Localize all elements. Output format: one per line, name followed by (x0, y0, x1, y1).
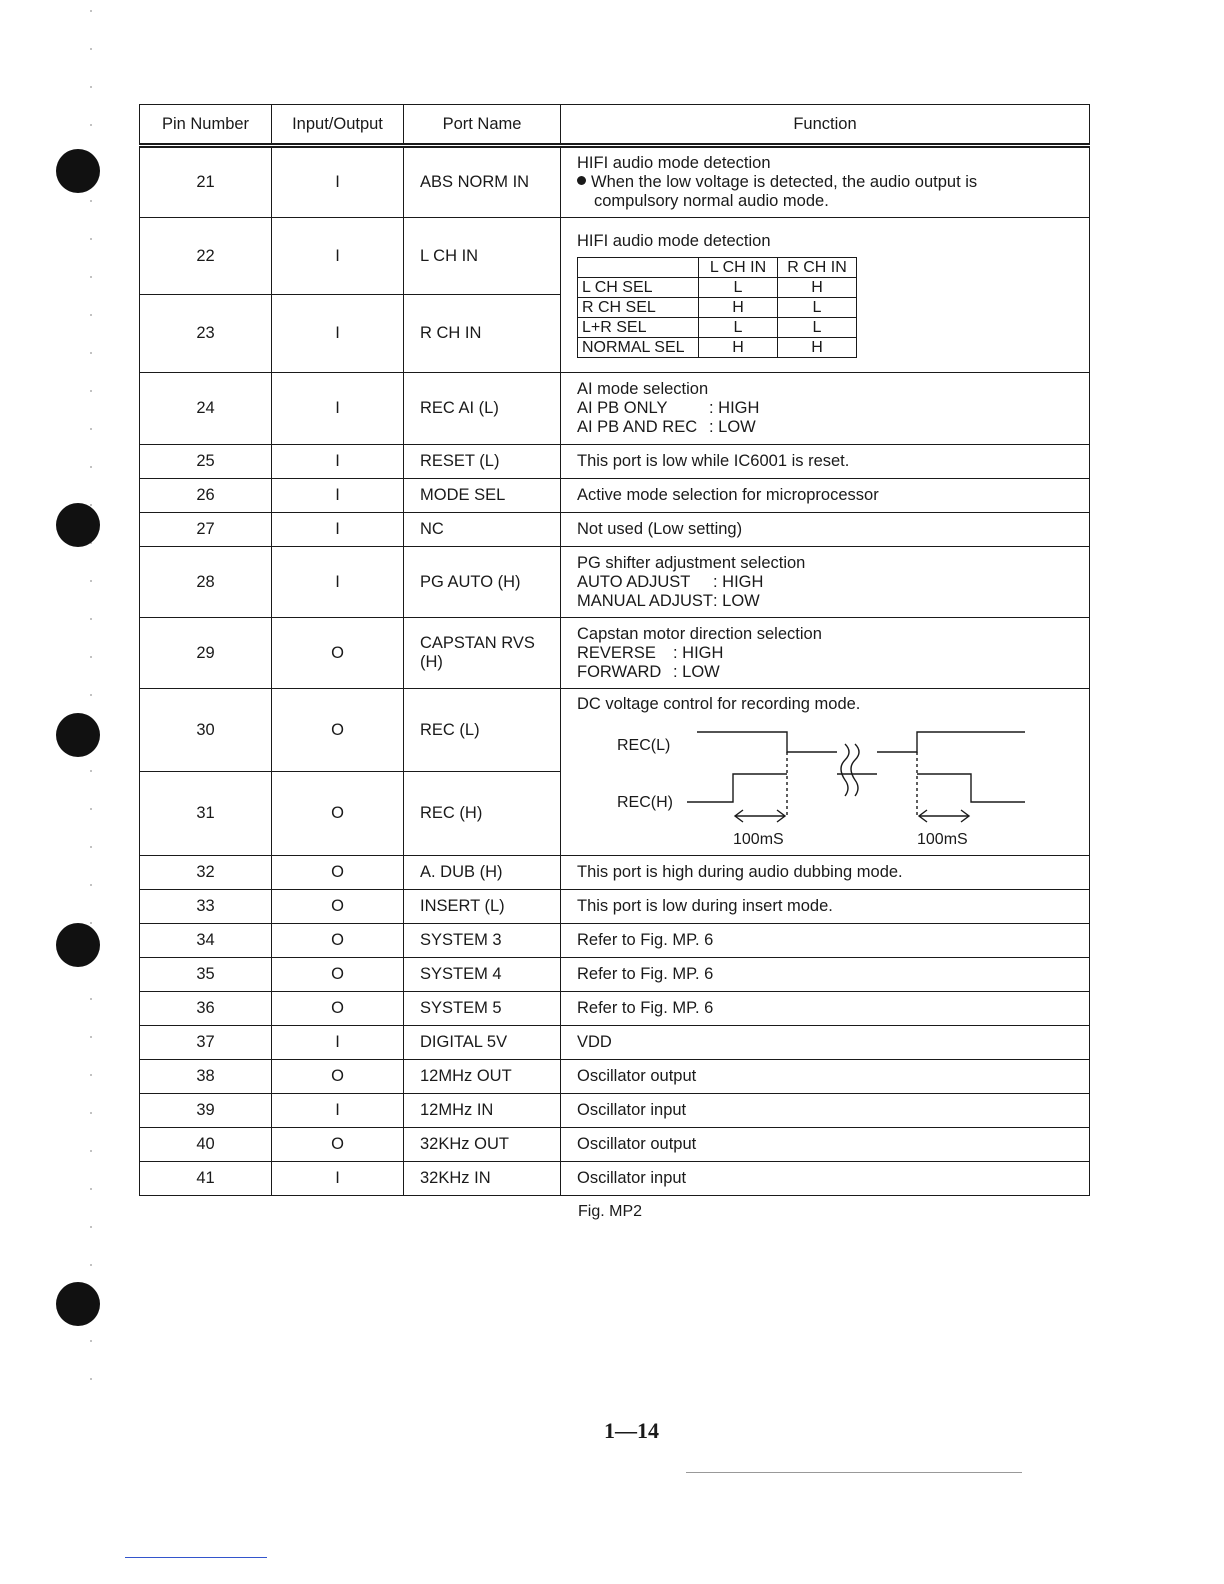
rec-timing-diagram (577, 714, 1089, 854)
port-name-line: CAPSTAN RVS (420, 634, 535, 652)
pin-number: 23 (140, 295, 272, 373)
option-line (577, 418, 1089, 437)
io-type: I (272, 445, 404, 479)
port-name: 12MHz IN (404, 1094, 561, 1128)
io-type: O (272, 772, 404, 856)
function-text: Oscillator output (561, 1060, 1090, 1094)
function-text: Refer to Fig. MP. 6 (561, 924, 1090, 958)
pin-function-table (139, 104, 1090, 1196)
pin-number: 40 (140, 1128, 272, 1162)
delay-label: 100mS (917, 831, 968, 848)
punch-hole (56, 923, 100, 967)
pin-number: 26 (140, 479, 272, 513)
pin-number: 36 (140, 992, 272, 1026)
table-row (140, 1162, 1090, 1196)
option-key: REVERSE (577, 643, 656, 662)
io-type: I (272, 1162, 404, 1196)
pin-number: 37 (140, 1026, 272, 1060)
mini-value: H (699, 298, 778, 318)
mini-label: L+R SEL (578, 318, 699, 338)
port-name: REC (H) (404, 772, 561, 856)
port-name: R CH IN (404, 295, 561, 373)
io-type: I (272, 479, 404, 513)
io-type: O (272, 890, 404, 924)
option-line (577, 663, 1089, 682)
rec-l-waveform-end (877, 732, 1025, 752)
function-title: DC voltage control for recording mode. (577, 695, 861, 713)
table-row (140, 1060, 1090, 1094)
io-type: I (272, 295, 404, 373)
header-input-output: Input/Output (272, 105, 404, 146)
pin-number: 31 (140, 772, 272, 856)
port-name: DIGITAL 5V (404, 1026, 561, 1060)
mini-header-row (578, 258, 857, 278)
port-name: PG AUTO (H) (404, 547, 561, 618)
mini-row (578, 278, 857, 298)
io-type: I (272, 547, 404, 618)
function-text: Active mode selection for microprocessor (561, 479, 1090, 513)
option-value: : LOW (709, 418, 756, 436)
pin-number: 30 (140, 689, 272, 772)
function-text: This port is low while IC6001 is reset. (561, 445, 1090, 479)
scan-line (125, 1557, 267, 1558)
mini-row (578, 298, 857, 318)
function-cell (561, 146, 1090, 218)
binding-dots (90, 10, 92, 1400)
function-cell (561, 689, 1090, 856)
function-text: This port is high during audio dubbing mode. (561, 856, 1090, 890)
pin-number: 33 (140, 890, 272, 924)
bullet-icon (577, 176, 586, 185)
option-value: : HIGH (713, 572, 764, 591)
function-cell (561, 618, 1090, 689)
header-function: Function (561, 105, 1090, 146)
rec-h-waveform-start (687, 774, 787, 802)
pin-number: 25 (140, 445, 272, 479)
option-line (577, 573, 1089, 592)
table-row (140, 146, 1090, 218)
mini-value: L (699, 278, 778, 298)
option-key: MANUAL ADJUST (577, 591, 713, 610)
port-name: 32KHz OUT (404, 1128, 561, 1162)
table-row (140, 689, 1090, 772)
io-type: O (272, 992, 404, 1026)
pin-number: 28 (140, 547, 272, 618)
io-type: I (272, 513, 404, 547)
table-row (140, 373, 1090, 445)
function-text: Not used (Low setting) (561, 513, 1090, 547)
function-cell (561, 547, 1090, 618)
rec-l-waveform-start (697, 732, 837, 752)
option-value: : HIGH (673, 643, 724, 662)
function-title: PG shifter adjustment selection (577, 553, 806, 572)
function-cell (561, 373, 1090, 445)
mini-value: H (778, 278, 857, 298)
pin-number: 29 (140, 618, 272, 689)
mini-col-lch: L CH IN (699, 258, 778, 278)
punch-hole (56, 713, 100, 757)
io-type: O (272, 618, 404, 689)
pin-number: 22 (140, 218, 272, 295)
port-name: MODE SEL (404, 479, 561, 513)
port-name: 32KHz IN (404, 1162, 561, 1196)
hifi-mode-table (577, 257, 857, 358)
timing-waveform (577, 714, 1089, 854)
break-mark (851, 744, 859, 796)
table-row (140, 618, 1090, 689)
port-name: SYSTEM 3 (404, 924, 561, 958)
table-row (140, 890, 1090, 924)
port-name (404, 618, 561, 689)
io-type: O (272, 924, 404, 958)
break-mark (841, 744, 849, 796)
io-type: I (272, 1094, 404, 1128)
option-line (577, 399, 1089, 418)
table-row (140, 856, 1090, 890)
mini-label: R CH SEL (578, 298, 699, 318)
table-row (140, 1026, 1090, 1060)
mini-value: L (778, 318, 857, 338)
option-key: AI PB ONLY (577, 399, 668, 417)
pin-number: 24 (140, 373, 272, 445)
option-value: : HIGH (709, 399, 760, 417)
delay-label: 100mS (733, 831, 784, 848)
mini-value: H (778, 338, 857, 358)
function-text: Refer to Fig. MP. 6 (561, 992, 1090, 1026)
table-row (140, 924, 1090, 958)
port-name: A. DUB (H) (404, 856, 561, 890)
punch-hole (56, 503, 100, 547)
io-type: O (272, 1128, 404, 1162)
table-row (140, 992, 1090, 1026)
punch-hole (56, 149, 100, 193)
function-text: When the low voltage is detected, the audio output is (591, 173, 978, 191)
function-text: Oscillator output (561, 1128, 1090, 1162)
io-type: I (272, 146, 404, 218)
pin-number: 21 (140, 146, 272, 218)
mini-value: H (699, 338, 778, 358)
mini-value: L (778, 298, 857, 318)
figure-caption: Fig. MP2 (578, 1203, 643, 1220)
table-row (140, 479, 1090, 513)
rec-h-waveform-end (917, 774, 1025, 802)
function-text: Oscillator input (561, 1162, 1090, 1196)
table-row (140, 1094, 1090, 1128)
port-name: RESET (L) (404, 445, 561, 479)
function-text: compulsory normal audio mode. (594, 192, 829, 210)
port-name: REC (L) (404, 689, 561, 772)
table-row (140, 958, 1090, 992)
option-key: FORWARD (577, 662, 662, 681)
rec-l-label: REC(L) (617, 737, 671, 754)
io-type: I (272, 1026, 404, 1060)
option-key: AI PB AND REC (577, 418, 698, 436)
mini-label: L CH SEL (578, 278, 699, 298)
table-row (140, 218, 1090, 295)
function-title: Capstan motor direction selection (577, 624, 822, 643)
function-text: This port is low during insert mode. (561, 890, 1090, 924)
function-cell (561, 218, 1090, 373)
header-pin-number: Pin Number (140, 105, 272, 146)
table-row (140, 547, 1090, 618)
function-title: HIFI audio mode detection (577, 154, 771, 172)
mini-col-rch: R CH IN (778, 258, 857, 278)
io-type: O (272, 958, 404, 992)
table-header-row (140, 105, 1090, 146)
option-line (577, 592, 1089, 611)
function-title: HIFI audio mode detection (577, 232, 771, 250)
option-line (577, 644, 1089, 663)
port-name: 12MHz OUT (404, 1060, 561, 1094)
port-name-line: (H) (420, 653, 443, 671)
function-text: VDD (561, 1026, 1090, 1060)
pin-number: 38 (140, 1060, 272, 1094)
table-row (140, 513, 1090, 547)
mini-row (578, 338, 857, 358)
port-name: REC AI (L) (404, 373, 561, 445)
pin-number: 32 (140, 856, 272, 890)
io-type: O (272, 1060, 404, 1094)
pin-number: 27 (140, 513, 272, 547)
port-name: NC (404, 513, 561, 547)
port-name: SYSTEM 4 (404, 958, 561, 992)
option-key: AUTO ADJUST (577, 572, 691, 591)
port-name: SYSTEM 5 (404, 992, 561, 1026)
punch-hole (56, 1282, 100, 1326)
pin-number: 35 (140, 958, 272, 992)
io-type: I (272, 218, 404, 295)
function-text: Refer to Fig. MP. 6 (561, 958, 1090, 992)
option-value: : LOW (673, 662, 720, 681)
function-title: AI mode selection (577, 380, 709, 398)
pin-number: 39 (140, 1094, 272, 1128)
mini-value: L (699, 318, 778, 338)
option-value: : LOW (713, 591, 760, 610)
function-text: Oscillator input (561, 1094, 1090, 1128)
rec-h-label: REC(H) (617, 794, 673, 811)
mini-row (578, 318, 857, 338)
scan-line (686, 1472, 1022, 1473)
table-row (140, 445, 1090, 479)
page-number: 1—14 (604, 1418, 659, 1443)
io-type: I (272, 373, 404, 445)
header-port-name: Port Name (404, 105, 561, 146)
port-name: INSERT (L) (404, 890, 561, 924)
port-name: ABS NORM IN (404, 146, 561, 218)
io-type: O (272, 689, 404, 772)
function-bullet-line (577, 173, 1089, 192)
mini-label: NORMAL SEL (578, 338, 699, 358)
io-type: O (272, 856, 404, 890)
port-name: L CH IN (404, 218, 561, 295)
pin-number: 41 (140, 1162, 272, 1196)
pin-number: 34 (140, 924, 272, 958)
table-row (140, 1128, 1090, 1162)
